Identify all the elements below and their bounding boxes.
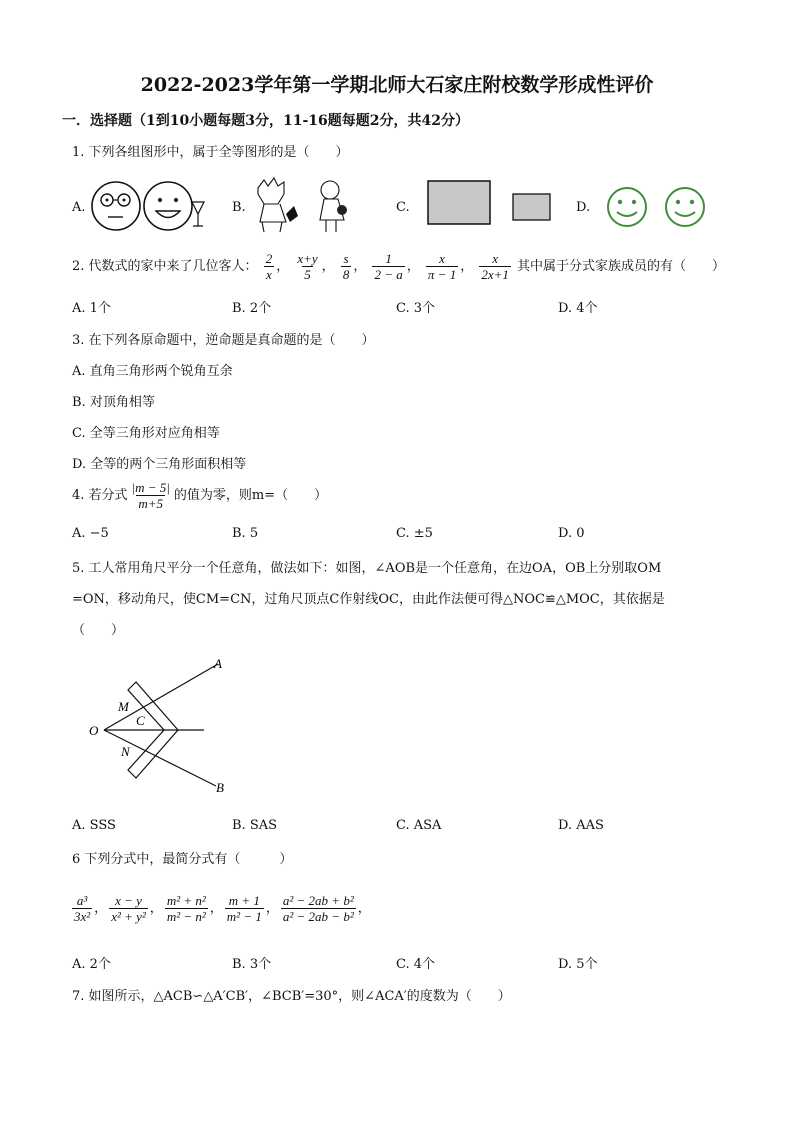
q2-sep: ， [406, 259, 420, 274]
fraction-denominator: π − 1 [427, 267, 457, 282]
q6-sep: ， [94, 901, 108, 916]
q6-fraction [72, 893, 92, 924]
q2-suffix: 其中属于分式家族成员的有（ ） [517, 259, 726, 274]
label-a: A [214, 656, 222, 671]
label-n: N [121, 744, 130, 759]
q2-sep: ， [321, 259, 335, 274]
q2-fraction [479, 251, 511, 282]
label-c: C [136, 713, 145, 728]
q6-sep: ， [357, 901, 371, 916]
q6-option-d: D. 5个 [558, 957, 598, 972]
q5-line-3: （ ） [72, 623, 125, 638]
q6-fraction [109, 893, 148, 924]
fraction-numerator: s [343, 251, 349, 266]
q5-option-c: C. ASA [396, 818, 442, 833]
q4-option-c: C. ±5 [396, 526, 433, 541]
q4-fraction [130, 480, 172, 511]
q2-fraction [264, 251, 275, 282]
fraction-numerator: x [492, 251, 499, 266]
fraction-numerator: a² − 2ab + b² [282, 893, 354, 908]
q2-prefix: 2. 代数式的家中来了几位客人： [72, 259, 258, 274]
q1-stem: 1. 下列各组图形中，属于全等图形的是（ ） [72, 145, 349, 160]
q3-option-b: B. 对顶角相等 [72, 395, 155, 410]
q1-figure-d [606, 186, 710, 230]
label-o: O [89, 723, 99, 738]
fraction-denominator: a² − 2ab − b² [282, 909, 354, 924]
q6-option-b: B. 3个 [232, 957, 272, 972]
fraction-denominator: m² − n² [166, 909, 206, 924]
fraction-denominator: 2 − a [374, 267, 403, 282]
q2-line [72, 251, 725, 282]
q2-option-d: D. 4个 [558, 301, 598, 316]
q1-label-d: D. [576, 200, 591, 215]
q6-option-a: A. 2个 [72, 957, 111, 972]
fraction-numerator: |m − 5| [131, 480, 170, 495]
q6-option-c: C. 4个 [396, 957, 436, 972]
fraction-numerator: a³ [76, 893, 88, 908]
q2-sep: ， [353, 259, 367, 274]
fraction-numerator: x [439, 251, 445, 266]
q2-fraction [372, 251, 404, 282]
fraction-numerator: 2 [265, 251, 273, 266]
fraction-denominator: 2x+1 [481, 267, 509, 282]
q4-option-a: A. −5 [72, 526, 109, 541]
q4-option-d: D. 0 [558, 526, 585, 541]
page-title: 2022-2023学年第一学期北师大石家庄附校数学形成性评价 [140, 74, 654, 96]
section-heading: 一．选择题（1到10小题每题3分，11-16题每题2分，共42分） [62, 113, 469, 129]
q4-suffix: 的值为零，则m=（ ） [173, 488, 328, 503]
label-b: B [216, 780, 224, 795]
q6-fraction [165, 893, 208, 924]
q6-sep: ， [209, 901, 223, 916]
q3-option-d: D. 全等的两个三角形面积相等 [72, 457, 247, 472]
fraction-numerator: m + 1 [228, 893, 260, 908]
q6-sep: ， [149, 901, 163, 916]
q1-figure-b [250, 176, 360, 236]
q5-option-d: D. AAS [558, 818, 604, 833]
q2-option-a: A. 1个 [72, 301, 111, 316]
fraction-denominator: x [266, 267, 272, 282]
q1-figure-c [427, 180, 557, 228]
q1-figure-a [92, 180, 212, 232]
fraction-denominator: m² − 1 [226, 909, 262, 924]
q6-fractions [70, 893, 371, 924]
q3-option-c: C. 全等三角形对应角相等 [72, 426, 220, 441]
q1-label-c: C. [396, 200, 410, 215]
label-m: M [118, 699, 129, 714]
q2-option-c: C. 3个 [396, 301, 436, 316]
q6-stem: 6 下列分式中，最简分式有（ ） [72, 852, 293, 867]
q2-fraction [426, 251, 458, 282]
q5-option-b: B. SAS [232, 818, 278, 833]
q7-stem: 7. 如图所示，△ACB∽△A′CB′，∠BCB′=30°，则∠ACA′的度数为（ ） [72, 989, 511, 1004]
q2-fraction [341, 251, 352, 282]
q5-line-2: =ON，移动角尺，使CM=CN，过角尺顶点C作射线OC，由此作法便可得△NOC≌△MOC，其依据是 [72, 592, 665, 607]
q3-option-a: A. 直角三角形两个锐角互余 [72, 364, 233, 379]
fraction-numerator: x+y [297, 251, 318, 266]
q4-option-b: B. 5 [232, 526, 259, 541]
q6-fraction [281, 893, 356, 924]
fraction-denominator: 8 [342, 267, 350, 282]
fraction-denominator: m+5 [138, 496, 164, 511]
q6-fraction [225, 893, 264, 924]
q5-option-a: A. SSS [72, 818, 116, 833]
q1-label-a: A. [72, 200, 86, 215]
q1-label-b: B. [232, 200, 246, 215]
q4-prefix: 4. 若分式 [72, 488, 128, 503]
q2-option-b: B. 2个 [232, 301, 272, 316]
fraction-denominator: x² + y² [111, 909, 146, 924]
fraction-denominator: 3x² [74, 909, 91, 924]
q2-sep: ， [276, 259, 290, 274]
fraction-numerator: x − y [115, 893, 142, 908]
q3-stem: 3. 在下列各原命题中，逆命题是真命题的是（ ） [72, 333, 375, 348]
q2-sep: ， [460, 259, 474, 274]
q4-line [72, 480, 327, 511]
fraction-numerator: m² + n² [166, 893, 206, 908]
q2-fraction [295, 251, 319, 282]
fraction-denominator: 5 [304, 267, 311, 282]
q5-angle-figure [80, 650, 240, 800]
q6-sep: ， [265, 901, 279, 916]
q5-line-1: 5. 工人常用角尺平分一个任意角，做法如下：如图，∠AOB是一个任意角，在边OA，OB上分别取OM [72, 561, 662, 576]
fraction-numerator: 1 [385, 251, 392, 266]
